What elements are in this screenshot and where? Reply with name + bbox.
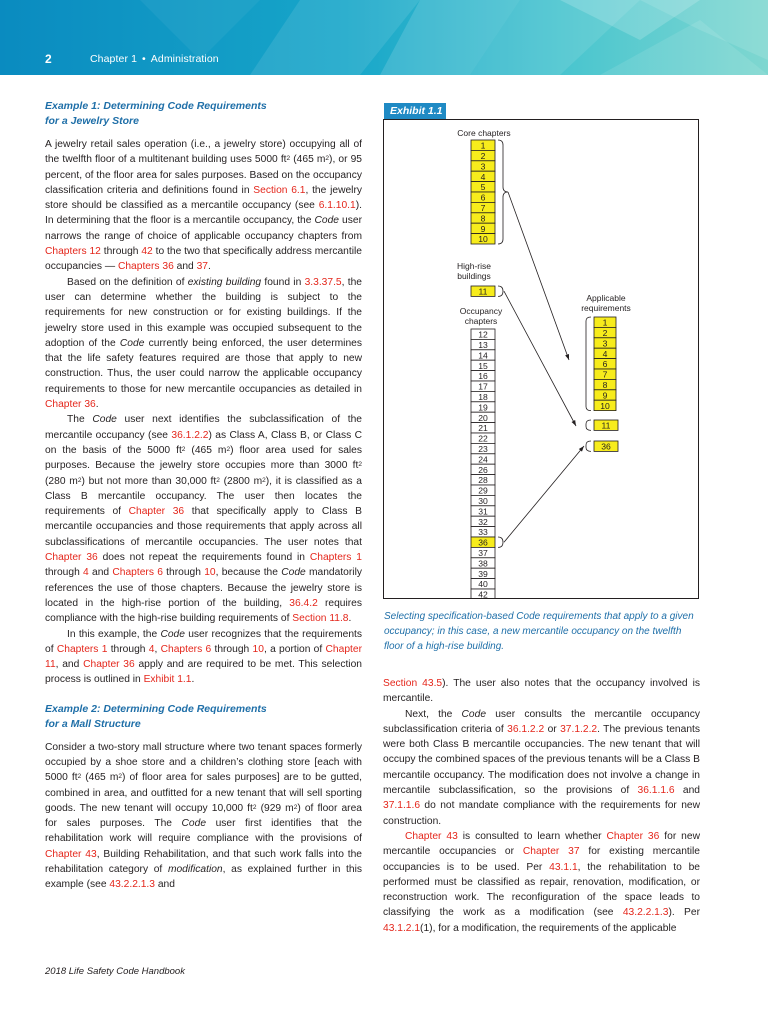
occupancy-chapter-box-text: 38	[478, 558, 488, 569]
occupancy-brace	[498, 537, 503, 547]
example1-heading: Example 1: Determining Code Requirements for a Jewelry Store	[45, 100, 267, 127]
occupancy-chapter-box-text: 20	[478, 412, 488, 423]
occupancy-chapter-box-text: 30	[478, 496, 488, 506]
applicable-occupancy-box-text: 36	[601, 441, 611, 452]
applicable-box-text: 6	[602, 359, 608, 370]
occupancy-chapter-box-text: 18	[478, 392, 488, 402]
highrise-label: High-rise buildings	[456, 261, 491, 281]
applicable-bracket	[586, 420, 591, 430]
occupancy-chapter-box-text: 42	[478, 589, 488, 598]
applicable-label: Applicable requirements	[581, 293, 631, 313]
applicable-bracket	[586, 441, 591, 451]
occupancy-chapter-box-text: 36	[478, 537, 488, 548]
paragraph: Chapter 43 is consulted to learn whether Chapter 36 for new mercantile occupancies or Chapter 37 for existing mercantile occupancies is to be used. Per 43.1.1, the rehabilitation to be performed must be classified as repair, renovation, modification, or reconstruction work. The reconfiguration of the space leads to classifying the work as a modification (see 43.2.2.1.3). Per 43.1.2.1(1), for a modification, the requirements of the applicable	[383, 830, 701, 934]
occupancy-label: Occupancy chapters	[459, 306, 503, 326]
applicable-box-text: 7	[602, 369, 608, 380]
arrow-core	[508, 192, 569, 360]
occupancy-chapter-box-text: 19	[478, 402, 488, 413]
highrise-brace	[498, 286, 503, 296]
arrow-highrise-head	[572, 420, 576, 426]
exhibit-caption: Selecting specification-based Code requirements that apply to a given occupancy; in this case, a new mercantile occupancy on the twelfth floor of a high-rise building.	[384, 611, 694, 652]
paragraph: Consider a two-story mall structure where two tenant spaces formerly occupied by a shoe store and a children’s clothing store [each with 5000 $ft^2$ (465 $m^2$) of floor area for sales purposes] are to be gutted, combined in area, and outfitted for a new tenant that will sell sporting goods. The new tenant will occupy 10,000 $ft^2$ (929 $m^2$) of floor area for sales purposes. The Code user first identifies that the rehabilitation work will require compliance with the provisions of Chapter 43, Building Rehabilitation, and that such work falls into the rehabilitation category of modification, as explained further in this example (see 43.2.2.1.3 and	[45, 741, 362, 891]
core-chapter-box-text: 7	[480, 203, 486, 213]
arrow-core-head	[565, 354, 569, 360]
occupancy-chapter-box-text: 15	[478, 360, 488, 371]
occupancy-chapter-box-text: 28	[478, 475, 488, 486]
example2-heading: Example 2: Determining Code Requirements for a Mall Structure	[45, 702, 267, 730]
core-chapter-box-text: 4	[480, 171, 486, 182]
running-header	[90, 53, 219, 65]
occupancy-chapter-box-text: 32	[478, 516, 488, 527]
occupancy-chapter-box-text: 29	[478, 485, 488, 496]
left-column	[45, 99, 362, 893]
applicable-box-text: 9	[602, 390, 608, 401]
chapter-label: Chapter 1	[90, 53, 138, 65]
occupancy-chapter-box-text: 17	[478, 381, 488, 392]
paragraph: Next, the Code user consults the mercantile occupancy subclassification criteria of 36.1.2.2 or 37.1.2.2. The previous tenants were both Class B mercantile occupancies. The new tenant that will occupy the combined spaces of the previous tenants will be a Class B mercantile occupancy. The modification does not involve a change in mercantile subclassification, so the provisions of 36.1.1.6 and 37.1.1.6 do not mandate compliance with the requirements for new construction.	[383, 708, 700, 827]
exhibit-figure	[383, 119, 699, 599]
page-header	[0, 0, 768, 75]
occupancy-chapter-box-text: 23	[478, 444, 488, 454]
occupancy-chapter-box-text: 37	[478, 548, 488, 558]
highrise-box-text: 11	[478, 286, 488, 297]
paragraph: Section 43.5). The user also notes that the occupancy involved is mercantile.	[383, 678, 700, 705]
right-column	[383, 676, 700, 936]
page-footer: 2018 Life Safety Code Handbook	[45, 966, 185, 977]
occupancy-chapter-box-text: 26	[478, 464, 488, 475]
applicable-box-text: 8	[602, 380, 608, 390]
exhibit-diagram	[384, 120, 698, 598]
applicable-box-text: 1	[602, 317, 608, 328]
occupancy-chapter-box-text: 24	[478, 454, 488, 465]
arrow-highrise	[504, 291, 576, 426]
core-chapter-box-text: 10	[478, 234, 488, 245]
core-chapter-box-text: 2	[480, 151, 486, 161]
core-chapter-box-text: 8	[480, 213, 486, 224]
applicable-highrise-box-text: 11	[601, 420, 611, 431]
core-chapter-box-text: 1	[480, 140, 486, 151]
applicable-box-text: 10	[600, 400, 610, 411]
core-chapter-box-text: 9	[480, 223, 486, 234]
section-label: Administration	[150, 53, 219, 65]
occupancy-chapter-box-text: 16	[478, 371, 488, 382]
core-chapter-box-text: 6	[480, 192, 486, 203]
applicable-bracket	[586, 317, 591, 411]
applicable-box-text: 3	[602, 338, 608, 349]
arrow-occupancy	[504, 446, 584, 542]
applicable-box-text: 2	[602, 328, 608, 338]
core-chapter-box-text: 5	[480, 182, 486, 193]
paragraph: The Code user next identifies the subclassification of the mercantile occupancy (see 36.1.2.2) as Class A, Class B, or Class C on the basis of the 5000 $ft^2$ (465 $m^2$) floor area used for sales purposes. Because the jewelry store occupies more than 3000 $ft^2$ (280 $m^2$) but not more than 30,000 $ft^2$ (2800 $m^2$), it is classified as a Class B mercantile occupancy. The user then locates the requirements of Chapter 36 that specifically apply to Class B mercantile occupancies and those requirements that apply across all subclassifications of mercantile occupancies. The user notes that Chapter 36 does not repeat the requirements found in Chapters 1 through 4 and Chapters 6 through 10, because the Code mandatorily references the use of those chapters. Because the jewelry store is located in the high-rise portion of the building, 36.4.2 requires compliance with the high-rise building requirements of Section 11.8.	[45, 414, 363, 625]
occupancy-chapter-box-text: 22	[478, 433, 488, 444]
occupancy-chapter-box-text: 13	[478, 340, 488, 350]
occupancy-chapter-box-text: 31	[478, 506, 488, 517]
occupancy-chapter-box-text: 14	[478, 350, 488, 361]
core-chapters-label: Core chapters	[457, 128, 511, 138]
occupancy-chapter-box-text: 21	[478, 423, 488, 434]
header-separator: •	[142, 53, 146, 65]
applicable-box-text: 4	[602, 348, 608, 359]
paragraph: In this example, the Code user recognizes that the requirements of Chapters 1 through 4, Chapters 6 through 10, a portion of Chapter 11, and Chapter 36 apply and are required to be met. This selection process is outlined in Exhibit 1.1.	[45, 628, 362, 686]
occupancy-chapter-box-text: 12	[478, 329, 488, 340]
link-section-6-1[interactable]: Section 6.1	[253, 184, 306, 196]
paragraph: Based on the definition of existing building found in 3.3.37.5, the user can determine whether the building is subject to the requirements for new construction or for existing buildings. If the jewelry store used in this example was occupied subsequent to the adoption of the Code currently being enforced, the user determines that the life safety features required are those that apply to new construction. Thus, the user could narrow the applicable occupancy requirements to those for new mercantile occupancies as detailed in Chapter 36.	[45, 276, 363, 411]
core-brace	[498, 140, 508, 244]
occupancy-chapter-box-text: 40	[478, 579, 488, 590]
page-number: 2	[45, 52, 52, 66]
occupancy-chapter-box-text: 33	[478, 527, 488, 538]
occupancy-chapter-box-text: 39	[478, 568, 488, 579]
core-chapter-box-text: 3	[480, 161, 486, 172]
paragraph: A jewelry retail sales operation (i.e., a jewelry store) occupying all of the twelfth floor of a multitenant building uses 5000 $ft^2$ (465 $m^2$), or 95 percent, of the floor area for sales purposes. Based on the occupancy classification criteria and definitions found in Section 6.1, the jewelry store should be classified as a mercantile occupancy (see 6.1.10.1). In determining that the floor is a mercantile occupancy, the Code user narrows the range of choice of applicable occupancy chapters from Chapters 12 through 42 to the two that specifically address mercantile occupancies — Chapters 36 and 37.	[45, 139, 362, 273]
exhibit-tag: Exhibit 1.1	[384, 103, 446, 119]
